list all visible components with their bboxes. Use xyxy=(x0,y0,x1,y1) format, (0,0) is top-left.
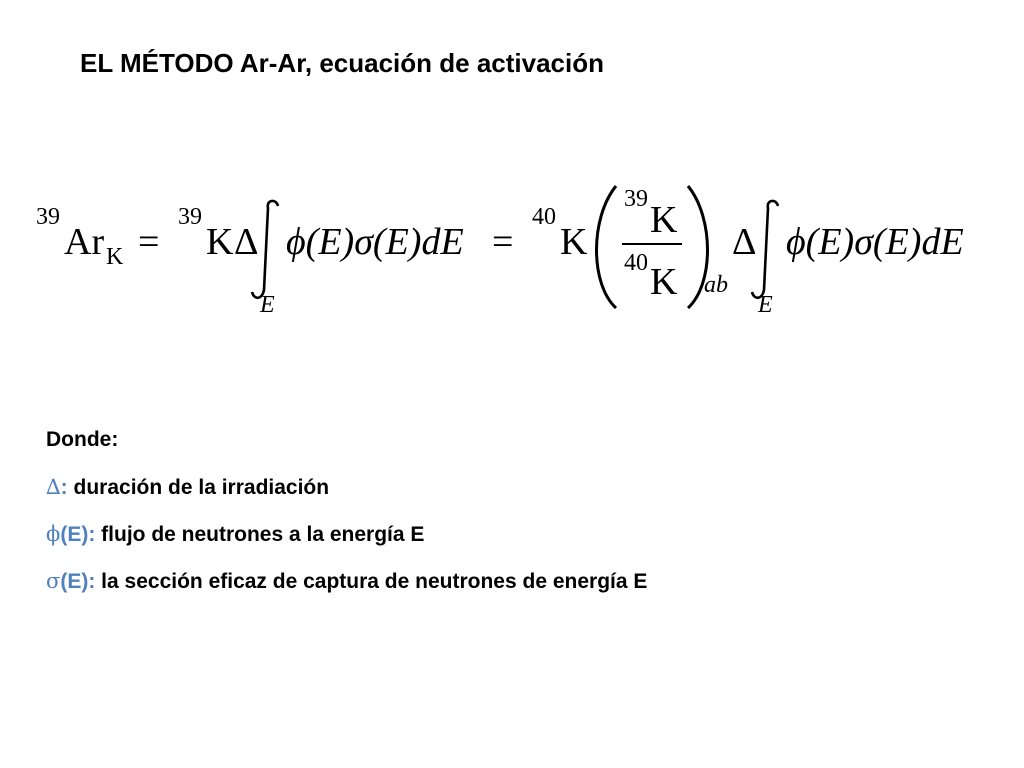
lhs-mass-number: 39 xyxy=(36,204,60,230)
lhs-subscript: K xyxy=(106,244,124,270)
ratio-denominator-mass: 40 xyxy=(624,250,648,276)
ratio-subscript-ab: ab xyxy=(704,272,728,298)
definition-delta xyxy=(46,473,647,520)
k40-mass-number: 40 xyxy=(532,204,556,230)
k-symbol-1: K xyxy=(206,221,234,263)
integrand-1: ϕ(E)σ(E)dE xyxy=(286,221,464,263)
delta-symbol-2: Δ xyxy=(732,221,757,263)
slide-title: EL MÉTODO Ar-Ar, ecuación de activación xyxy=(80,48,604,78)
integral-limit-2: E xyxy=(758,292,773,318)
definitions-list xyxy=(46,426,647,614)
definition-sigma xyxy=(46,567,647,614)
definition-phi-text: flujo de neutrones a la energía E xyxy=(95,523,425,546)
definition-delta-symbol: ∆: xyxy=(46,475,68,499)
integral-limit-1: E xyxy=(260,292,275,318)
delta-symbol-1: Δ xyxy=(234,221,259,263)
definition-phi-symbol: ϕ(E): xyxy=(46,522,96,546)
ratio-denominator-k: K xyxy=(650,261,678,303)
ratio-numerator-k: K xyxy=(650,199,678,241)
lhs-element: Ar xyxy=(64,221,105,263)
definition-sigma-text: la sección eficaz de captura de neutrones de energía E xyxy=(95,570,648,593)
definition-phi xyxy=(46,520,647,567)
activation-equation xyxy=(30,178,1000,338)
ratio-numerator-mass: 39 xyxy=(624,186,648,212)
definition-delta-text: duración de la irradiación xyxy=(67,476,330,499)
equals-sign-1: = xyxy=(138,221,160,263)
definition-sigma-symbol: σ(E): xyxy=(46,569,96,593)
k-symbol-2: K xyxy=(560,221,588,263)
k39-mass-number: 39 xyxy=(178,204,202,230)
definitions-heading: Donde: xyxy=(46,428,119,451)
equals-sign-2: = xyxy=(492,221,514,263)
integrand-2: ϕ(E)σ(E)dE xyxy=(786,221,964,263)
left-parenthesis xyxy=(597,186,617,308)
